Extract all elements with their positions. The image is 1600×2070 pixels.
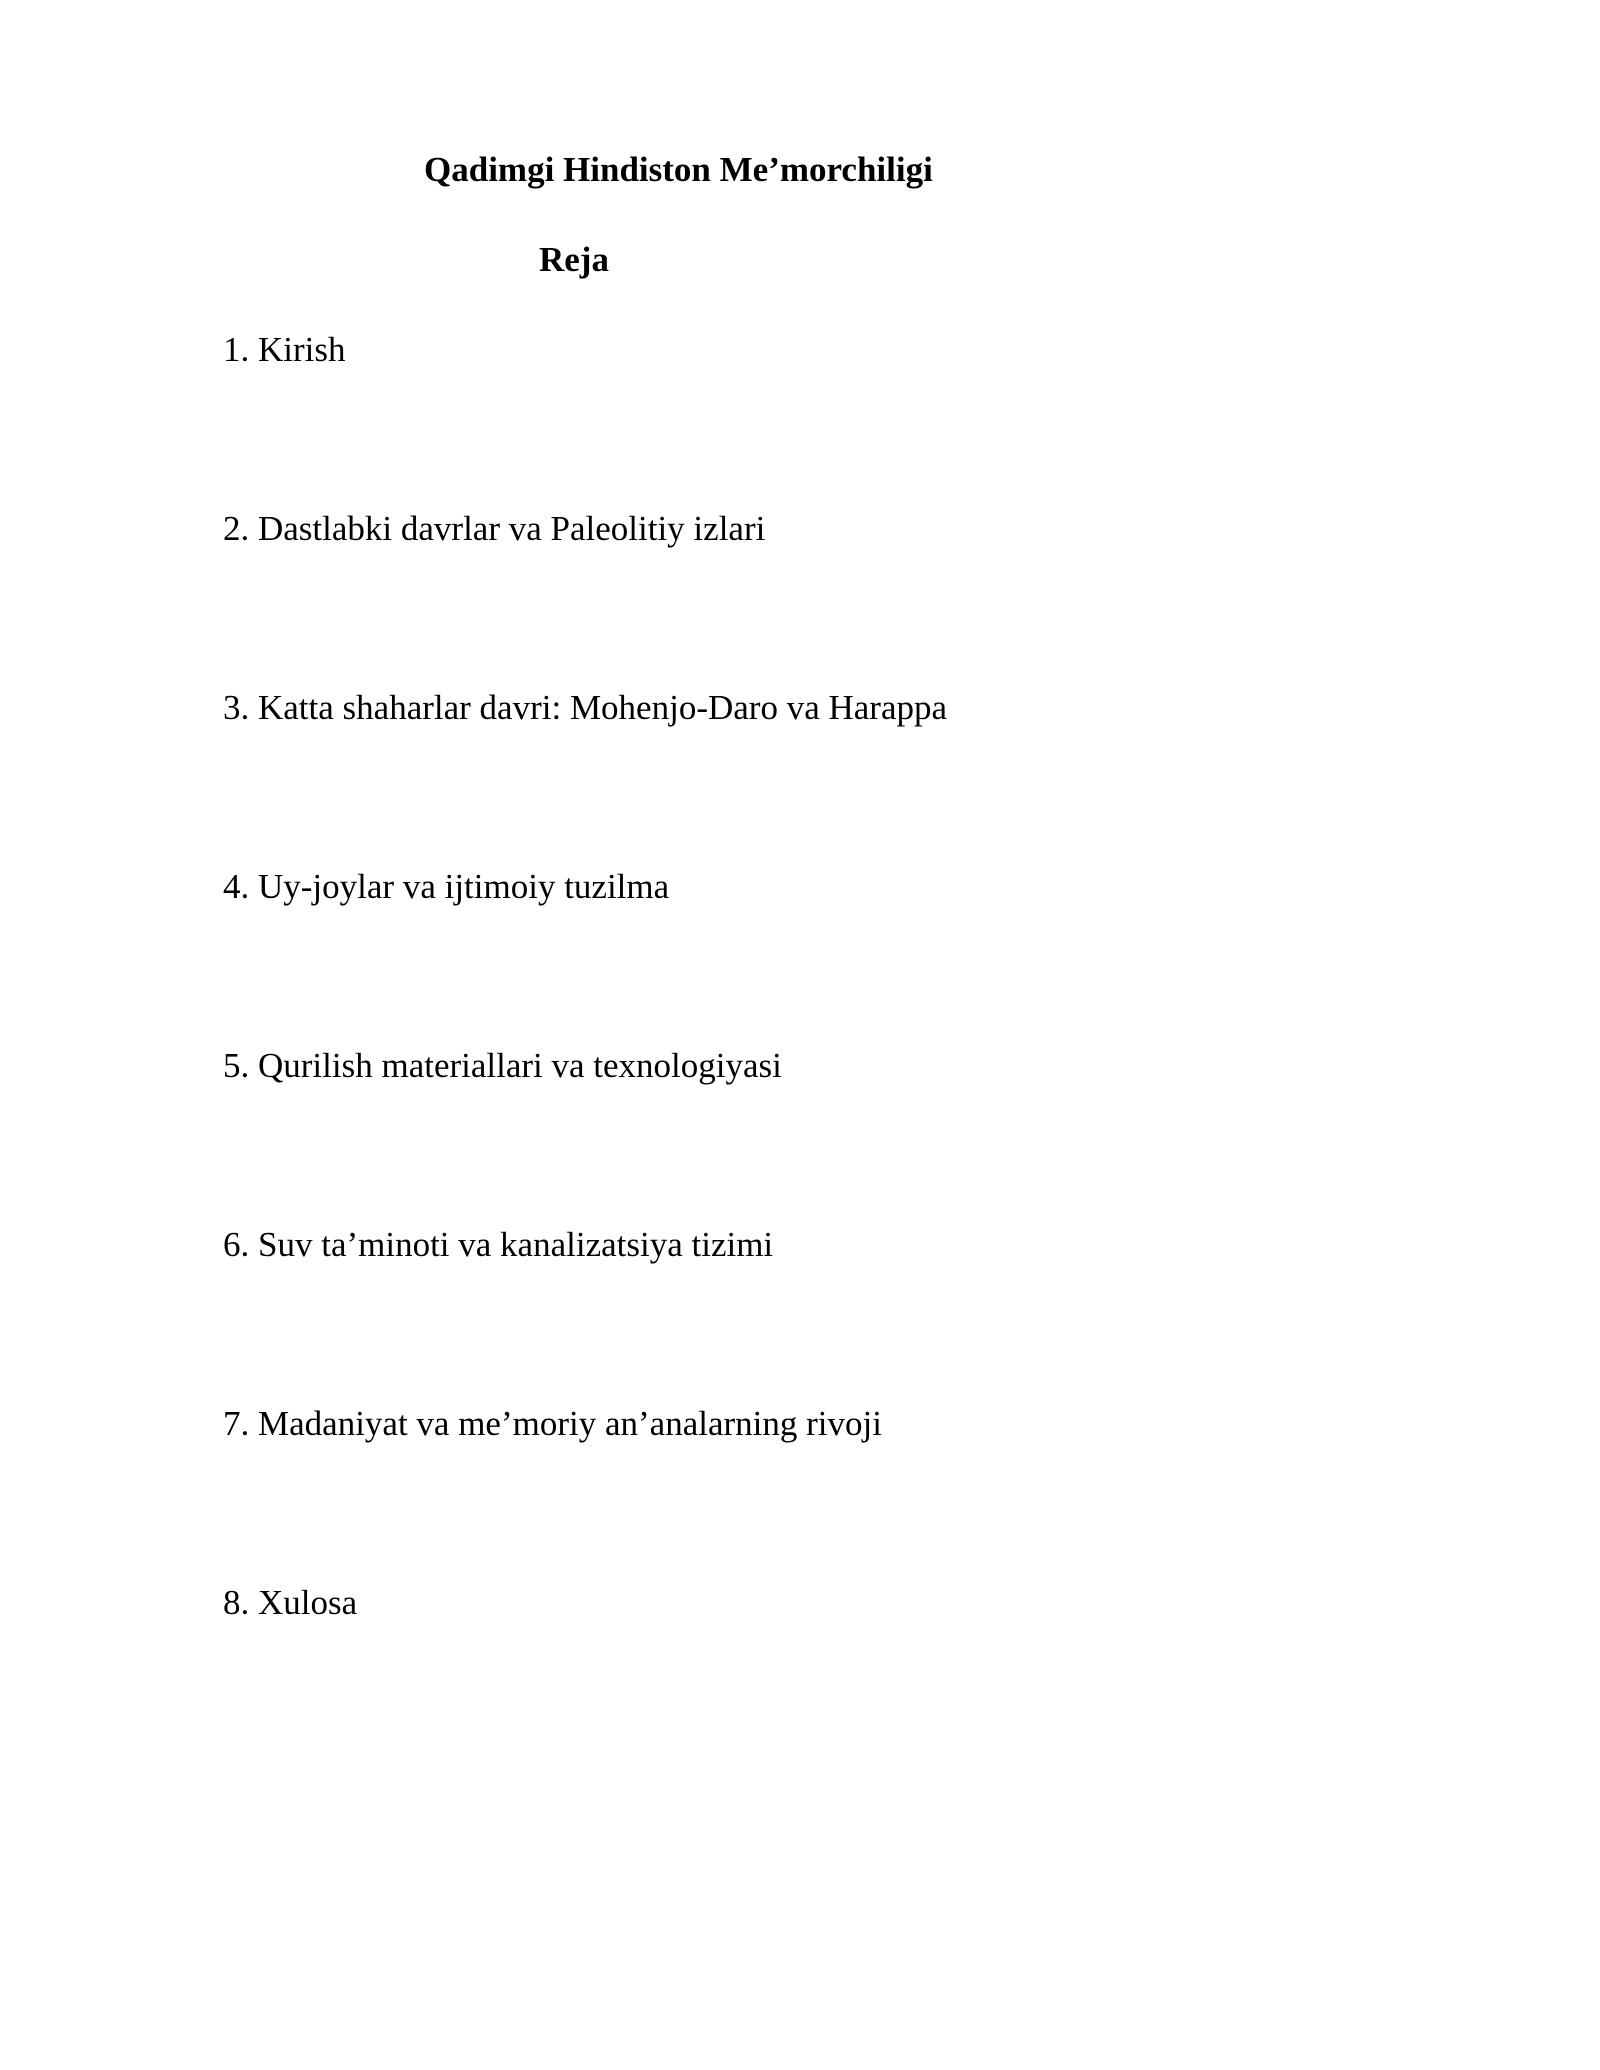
plan-item: 6. Suv ta’minoti va kanalizatsiya tizimi xyxy=(223,1225,774,1264)
plan-item: 7. Madaniyat va me’moriy an’analarning rivoji xyxy=(223,1404,882,1443)
plan-item: 4. Uy-joylar va ijtimoiy tuzilma xyxy=(223,867,670,906)
plan-item: 8. Xulosa xyxy=(223,1583,358,1622)
plan-item: 5. Qurilish materiallari va texnologiyasi xyxy=(223,1046,782,1085)
document-title: Qadimgi Hindiston Me’morchiligi xyxy=(424,150,933,189)
plan-list xyxy=(223,324,947,1756)
plan-heading: Reja xyxy=(539,240,609,279)
plan-item: 2. Dastlabki davrlar va Paleolitiy izlari xyxy=(223,509,766,548)
plan-item: 3. Katta shaharlar davri: Mohenjo-Daro va Harappa xyxy=(223,688,948,727)
plan-item: 1. Kirish xyxy=(223,330,346,369)
